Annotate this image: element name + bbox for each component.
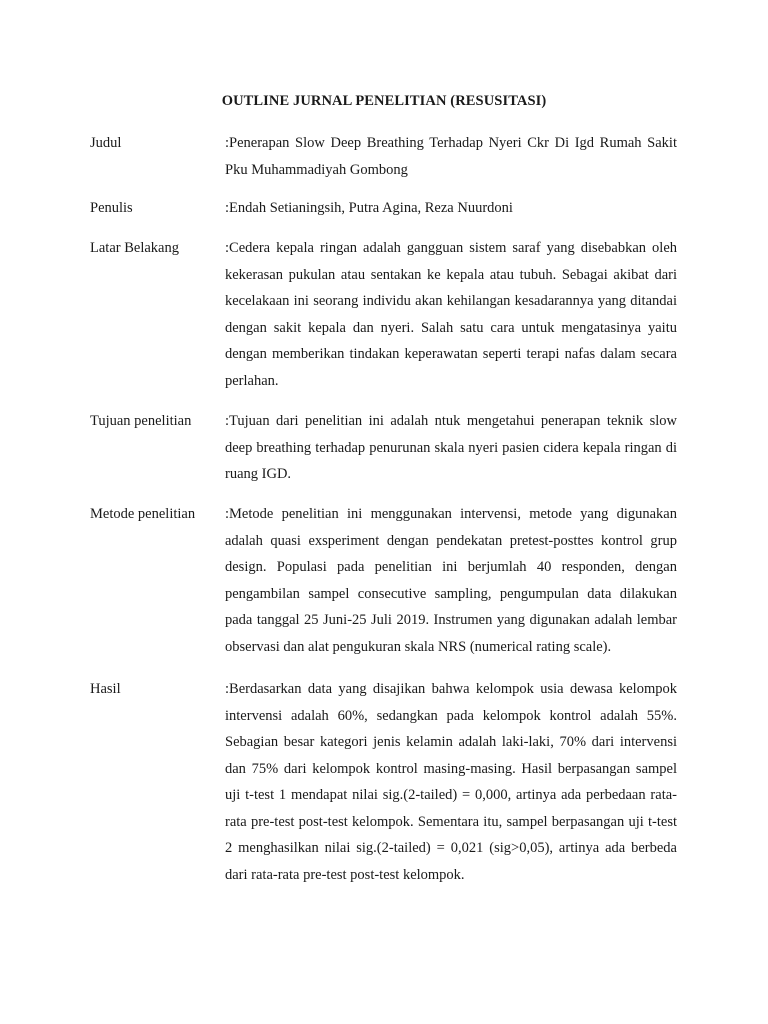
field-label-latar-belakang: Latar Belakang bbox=[90, 240, 179, 256]
field-label-judul: Judul bbox=[90, 135, 122, 151]
field-label-hasil: Hasil bbox=[90, 681, 121, 697]
field-value-latar-belakang: :Cedera kepala ringan adalah gangguan sistem saraf yang disebabkan oleh kekerasan pukulan atau sentakan ke kepala atau tubuh. Sebagai akibat dari kecelakaan ini seorang individu akan kehilangan kesadarannya yang ditandai dengan sakit kepala dan nyeri. Salah satu cara untuk mengatasinya yaitu dengan memberikan tindakan keperawatan seperti terapi nafas dalam secara perlahan. bbox=[225, 240, 677, 389]
field-value-tujuan-penelitian: :Tujuan dari penelitian ini adalah ntuk mengetahui penerapan teknik slow deep breathing terhadap penurunan skala nyeri pasien cidera kepala ringan di ruang IGD. bbox=[225, 413, 677, 482]
field-value-hasil: :Berdasarkan data yang disajikan bahwa kelompok usia dewasa kelompok intervensi adalah 60%, sedangkan pada kelompok kontrol adalah 55%. Sebagian besar kategori jenis kelamin adalah laki-laki, 70% dari intervensi dan 75% dari kelompok kontrol masing-masing. Hasil berpasangan sampel uji t-test 1 mendapat nilai sig.(2-tailed) = 0,000, artinya ada perbedaan rata-rata pre-test post-test kelompok. Sementara itu, sampel berpasangan uji t-test 2 menghasilkan nilai sig.(2-tailed) = 0,021 (sig>0,05), artinya ada berbeda dari rata-rata pre-test post-test kelompok. bbox=[225, 681, 677, 883]
field-value-judul: :Penerapan Slow Deep Breathing Terhadap Nyeri Ckr Di Igd Rumah Sakit Pku Muhammadiyah Gombong bbox=[225, 135, 677, 178]
field-label-metode-penelitian: Metode penelitian bbox=[90, 506, 196, 522]
field-value-metode-penelitian: :Metode penelitian ini menggunakan intervensi, metode yang digunakan adalah quasi exsperiment dengan pendekatan pretest-posttes kontrol grup design. Populasi pada penelitian ini berjumlah 40 responden, dengan pengambilan sampel consecutive sampling, pengumpulan data dilakukan pada tanggal 25 Juni-25 Juli 2019. Instrumen yang digunakan adalah lembar observasi dan alat pengukuran skala NRS (numerical rating scale). bbox=[225, 506, 677, 655]
document-title: OUTLINE JURNAL PENELITIAN (RESUSITASI) bbox=[221, 93, 547, 109]
field-value-penulis: :Endah Setianingsih, Putra Agina, Reza Nuurdoni bbox=[225, 200, 513, 216]
field-label-penulis: Penulis bbox=[90, 200, 133, 216]
field-label-tujuan-penelitian: Tujuan penelitian bbox=[90, 413, 192, 429]
